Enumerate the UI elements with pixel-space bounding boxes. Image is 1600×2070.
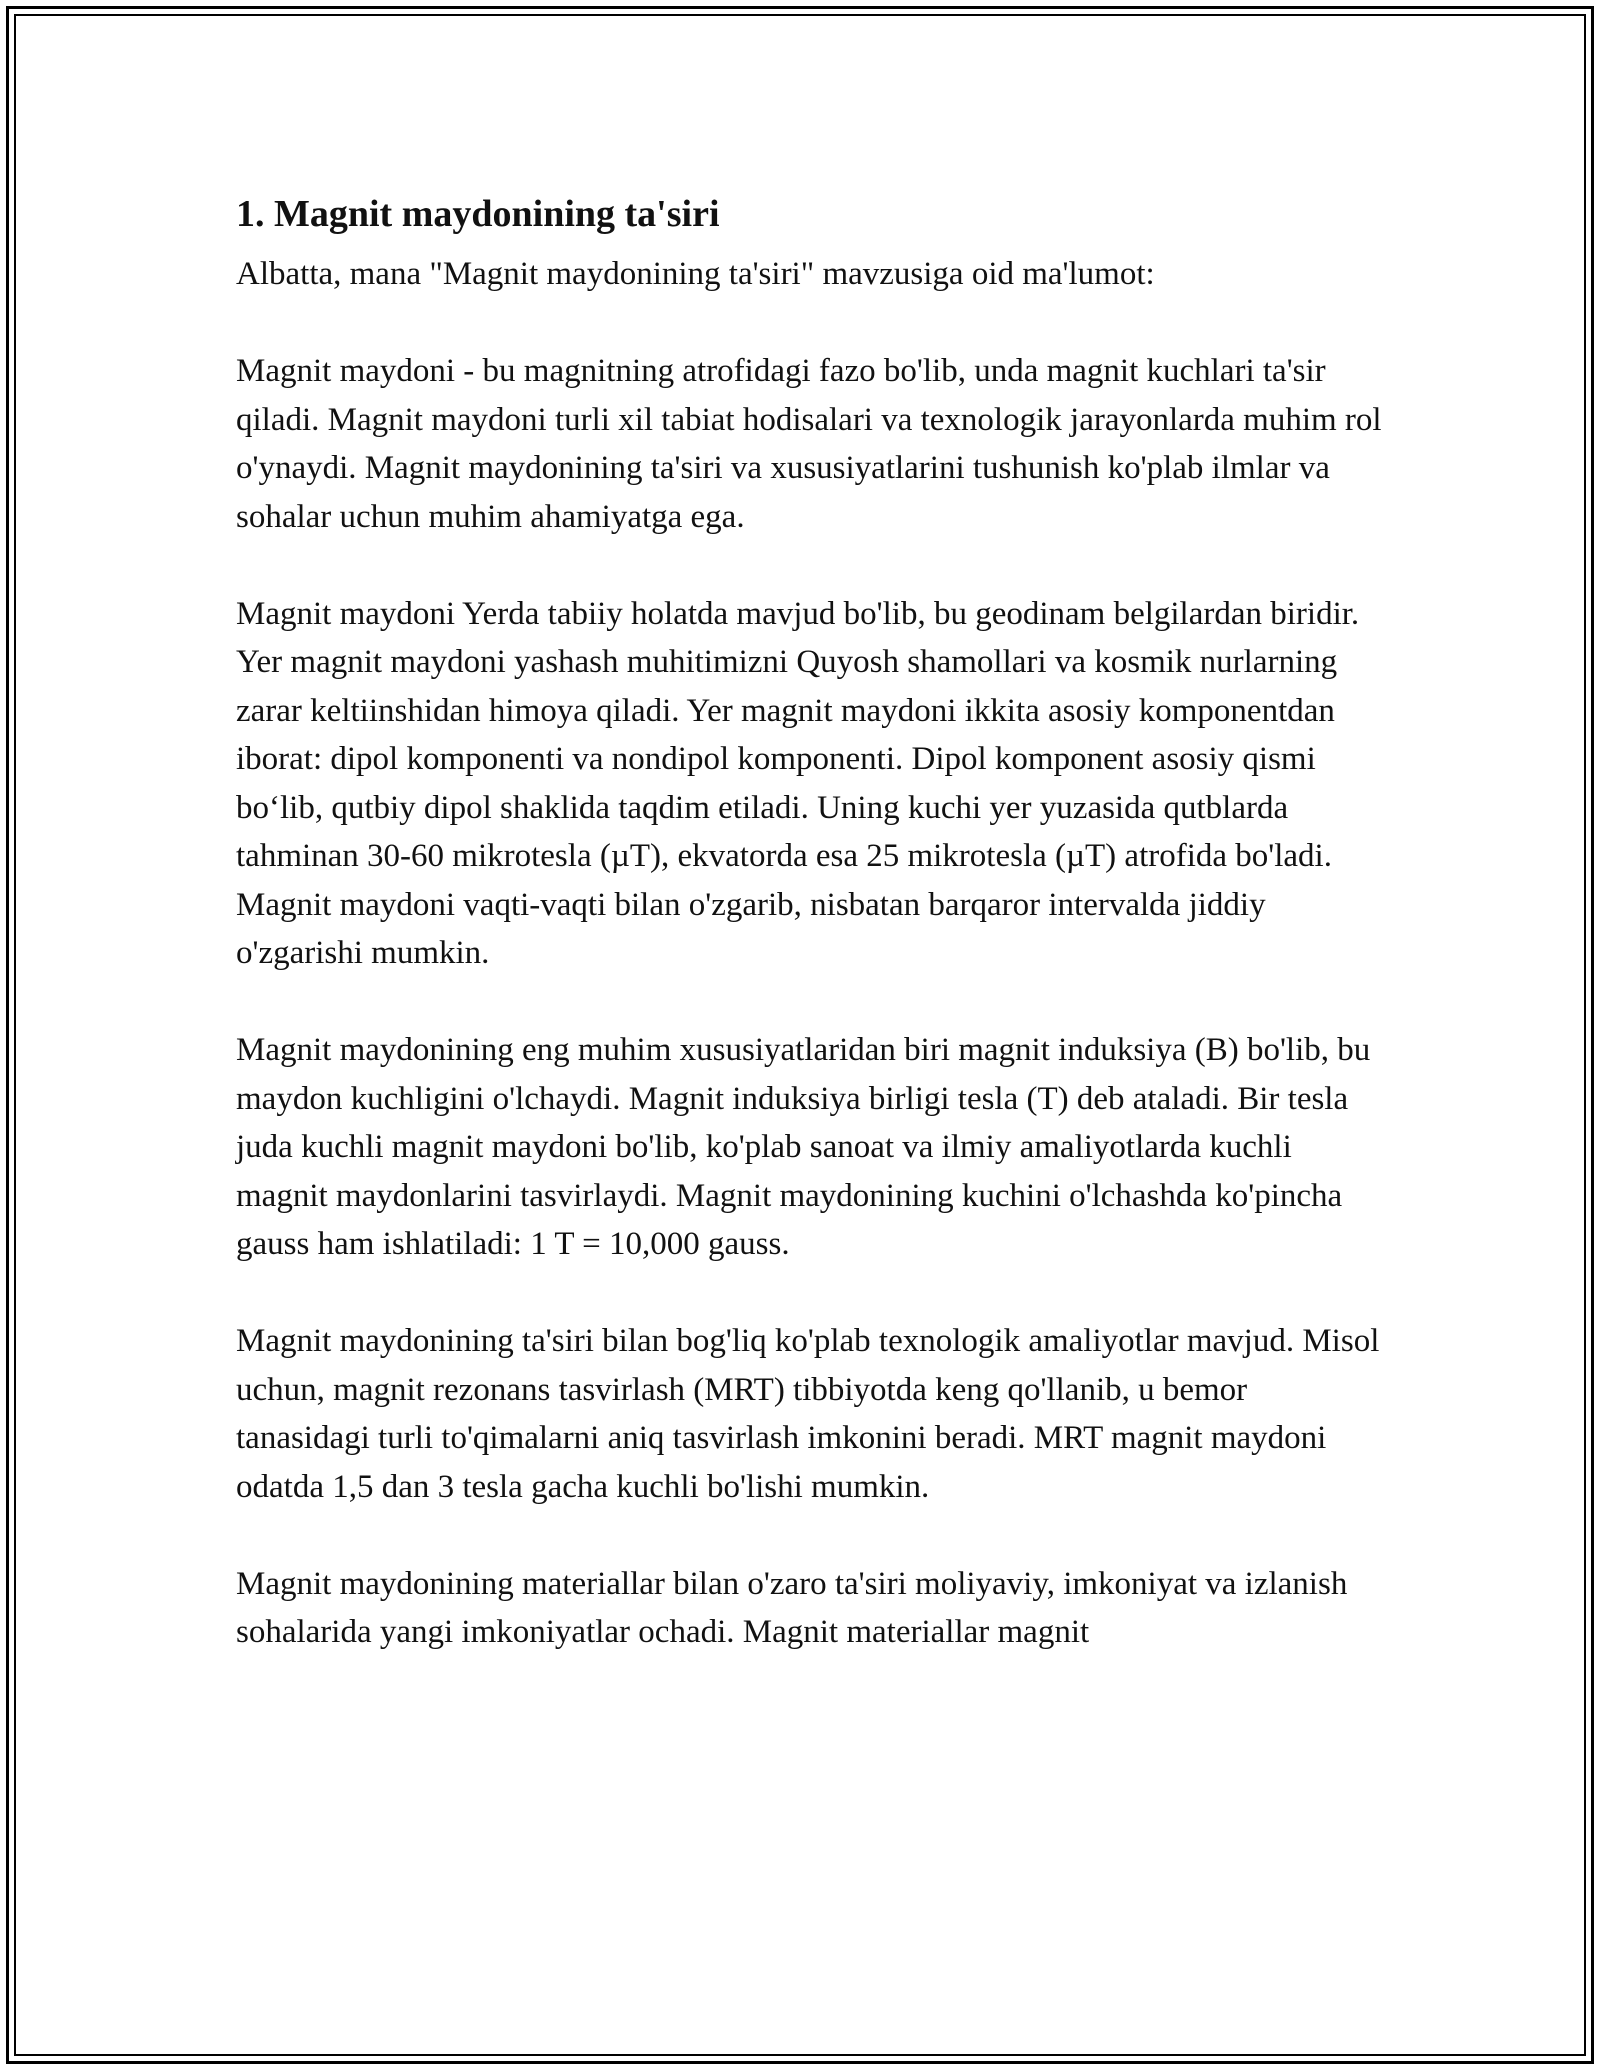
- document-title: 1. Magnit maydonining ta'siri: [236, 193, 720, 235]
- document-body: [236, 180, 1386, 1705]
- paragraph-materials: Magnit maydonining materiallar bilan o'zaro ta'siri moliyaviy, imkoniyat va izlanish sohalarida yangi imkoniyatlar ochadi. Magnit materiallar magnit: [236, 1565, 1348, 1650]
- paragraph-definition: Magnit maydoni - bu magnitning atrofidagi fazo bo'lib, unda magnit kuchlari ta'sir qiladi. Magnit maydoni turli xil tabiat hodisalari va texnologik jarayonlarda muhim rol o'ynaydi. Magnit maydonining ta'siri va xususiyatlarini tushunish ko'plab ilmlar va sohalar uchun muhim ahamiyatga ega.: [236, 353, 1382, 535]
- paragraph-earth-field: Magnit maydoni Yerda tabiiy holatda mavjud bo'lib, bu geodinam belgilardan biridir. Yer magnit maydoni yashash muhitimizni Quyosh shamollari va kosmik nurlarning zarar keltiinshidan himoya qiladi. Yer magnit maydoni ikkita asosiy komponentdan iborat: dipol komponenti va nondipol komponenti. Dipol komponent asosiy qismi bo‘lib, qutbiy dipol shaklida taqdim etiladi. Uning kuchi yer yuzasida qutblarda tahminan 30-60 mikrotesla (µT), ekvatorda esa 25 mikrotesla (µT) atrofida bo'ladi. Magnit maydoni vaqti-vaqti bilan o'zgarib, nisbatan barqaror intervalda jiddiy o'zgarishi mumkin.: [236, 595, 1360, 971]
- paragraph-induction: Magnit maydonining eng muhim xususiyatlaridan biri magnit induksiya (B) bo'lib, bu maydon kuchligini o'lchaydi. Magnit induksiya birligi tesla (T) deb ataladi. Bir tesla juda kuchli magnit maydoni bo'lib, ko'plab sanoat va ilmiy amaliyotlarda kuchli magnit maydonlarini tasvirlaydi. Magnit maydonining kuchini o'lchashda ko'pincha gauss ham ishlatiladi: 1 T = 10,000 gauss.: [236, 1032, 1371, 1262]
- paragraph-intro: Albatta, mana "Magnit maydonining ta'siri" mavzusiga oid ma'lumot:: [236, 256, 1155, 292]
- paragraph-mri: Magnit maydonining ta'siri bilan bog'liq ko'plab texnologik amaliyotlar mavjud. Misol uchun, magnit rezonans tasvirlash (MRT) tibbiyotda keng qo'llanib, u bemor tanasidagi turli to'qimalarni aniq tasvirlash imkonini beradi. MRT magnit maydoni odatda 1,5 dan 3 tesla gacha kuchli bo'lishi mumkin.: [236, 1323, 1380, 1505]
